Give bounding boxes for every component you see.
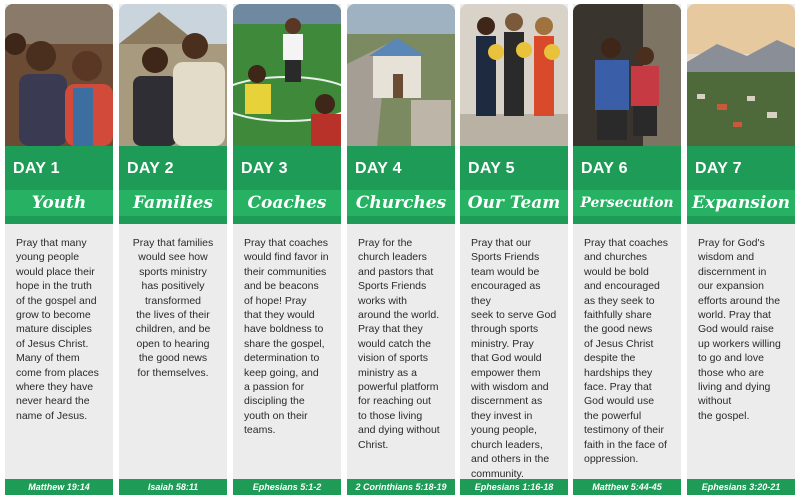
day-label: DAY 3 [241, 160, 288, 177]
theme-title: Our Team [467, 193, 561, 213]
scripture-reference: Ephesians 1:16-18 [460, 479, 568, 495]
day-label: DAY 2 [127, 160, 174, 177]
scripture-reference: Matthew 19:14 [5, 479, 113, 495]
day-label: DAY 6 [581, 160, 628, 177]
day-header [460, 146, 568, 224]
day-card-4 [347, 4, 455, 495]
prayer-text: Pray that our Sports Friends team would be encouraged as they seek to serve God through sports ministry. Pray that God would empower them with wisdom and discernment as they invest in young people, church leaders, and others in the community. [471, 237, 557, 480]
scripture-reference: Ephesians 3:20-21 [687, 479, 795, 495]
day-label: DAY 4 [355, 160, 402, 177]
prayer-text: Pray that families would see how sports ministry has positively transformed the lives of their children, and be open to hearing the good news for themselves. [132, 237, 214, 379]
persecution-photo [573, 4, 681, 146]
theme-title: Churches [355, 193, 447, 213]
prayer-text: Pray for God's wisdom and discernment in our expansion efforts around the world. Pray that God would raise up workers willing to go and love those who are living and dying without the gospel. [698, 237, 781, 422]
families-photo [119, 4, 227, 146]
prayer-text: Pray that many young people would place their hope in the truth of the gospel and grow to become mature disciples of Jesus Christ. Many of them come from places where they have never heard the name of Jesus. [16, 237, 99, 422]
scripture-reference: Isaiah 58:11 [119, 479, 227, 495]
scripture-reference: Ephesians 5:1-2 [233, 479, 341, 495]
theme-title: Expansion [691, 193, 791, 213]
day-card-5 [460, 4, 568, 495]
day-label: DAY 7 [695, 160, 742, 177]
day-label: DAY 5 [468, 160, 515, 177]
scripture-reference: 2 Corinthians 5:18-19 [347, 479, 455, 495]
day-header [5, 146, 113, 224]
churches-photo [347, 4, 455, 146]
day-header [347, 146, 455, 224]
day-label: DAY 1 [13, 160, 60, 177]
day-header [119, 146, 227, 224]
coaches-photo [233, 4, 341, 146]
team-photo [460, 4, 568, 146]
day-card-7 [687, 4, 795, 495]
landscape-photo [687, 4, 795, 146]
day-card-2 [119, 4, 227, 495]
theme-title: Persecution [580, 195, 674, 211]
theme-title: Coaches [247, 193, 327, 213]
youth-photo [5, 4, 113, 146]
day-card-1 [5, 4, 113, 495]
day-card-6 [573, 4, 681, 495]
theme-title: Families [133, 193, 213, 213]
day-header [687, 146, 795, 224]
prayer-text: Pray for the church leaders and pastors that Sports Friends works with around the world. Pray that they would catch the vision of sports ministry as a powerful platform for reaching out to those living and dying without Christ. [358, 237, 440, 451]
scripture-reference: Matthew 5:44-45 [573, 479, 681, 495]
day-header [233, 146, 341, 224]
prayer-text: Pray that coaches and churches would be bold and encouraged as they seek to faithfully share the good news of Jesus Christ despite the hardships they face. Pray that God would use the powerful testimony of their faith in the face of oppression. [584, 237, 669, 466]
day-card-3 [233, 4, 341, 495]
theme-title: Youth [31, 193, 87, 213]
prayer-text: Pray that coaches would find favor in their communities and be beacons of hope! Pray that they would have boldness to share the gospel, determination to keep going, and a passion for discipling the youth on their teams. [244, 237, 329, 437]
day-header [573, 146, 681, 224]
